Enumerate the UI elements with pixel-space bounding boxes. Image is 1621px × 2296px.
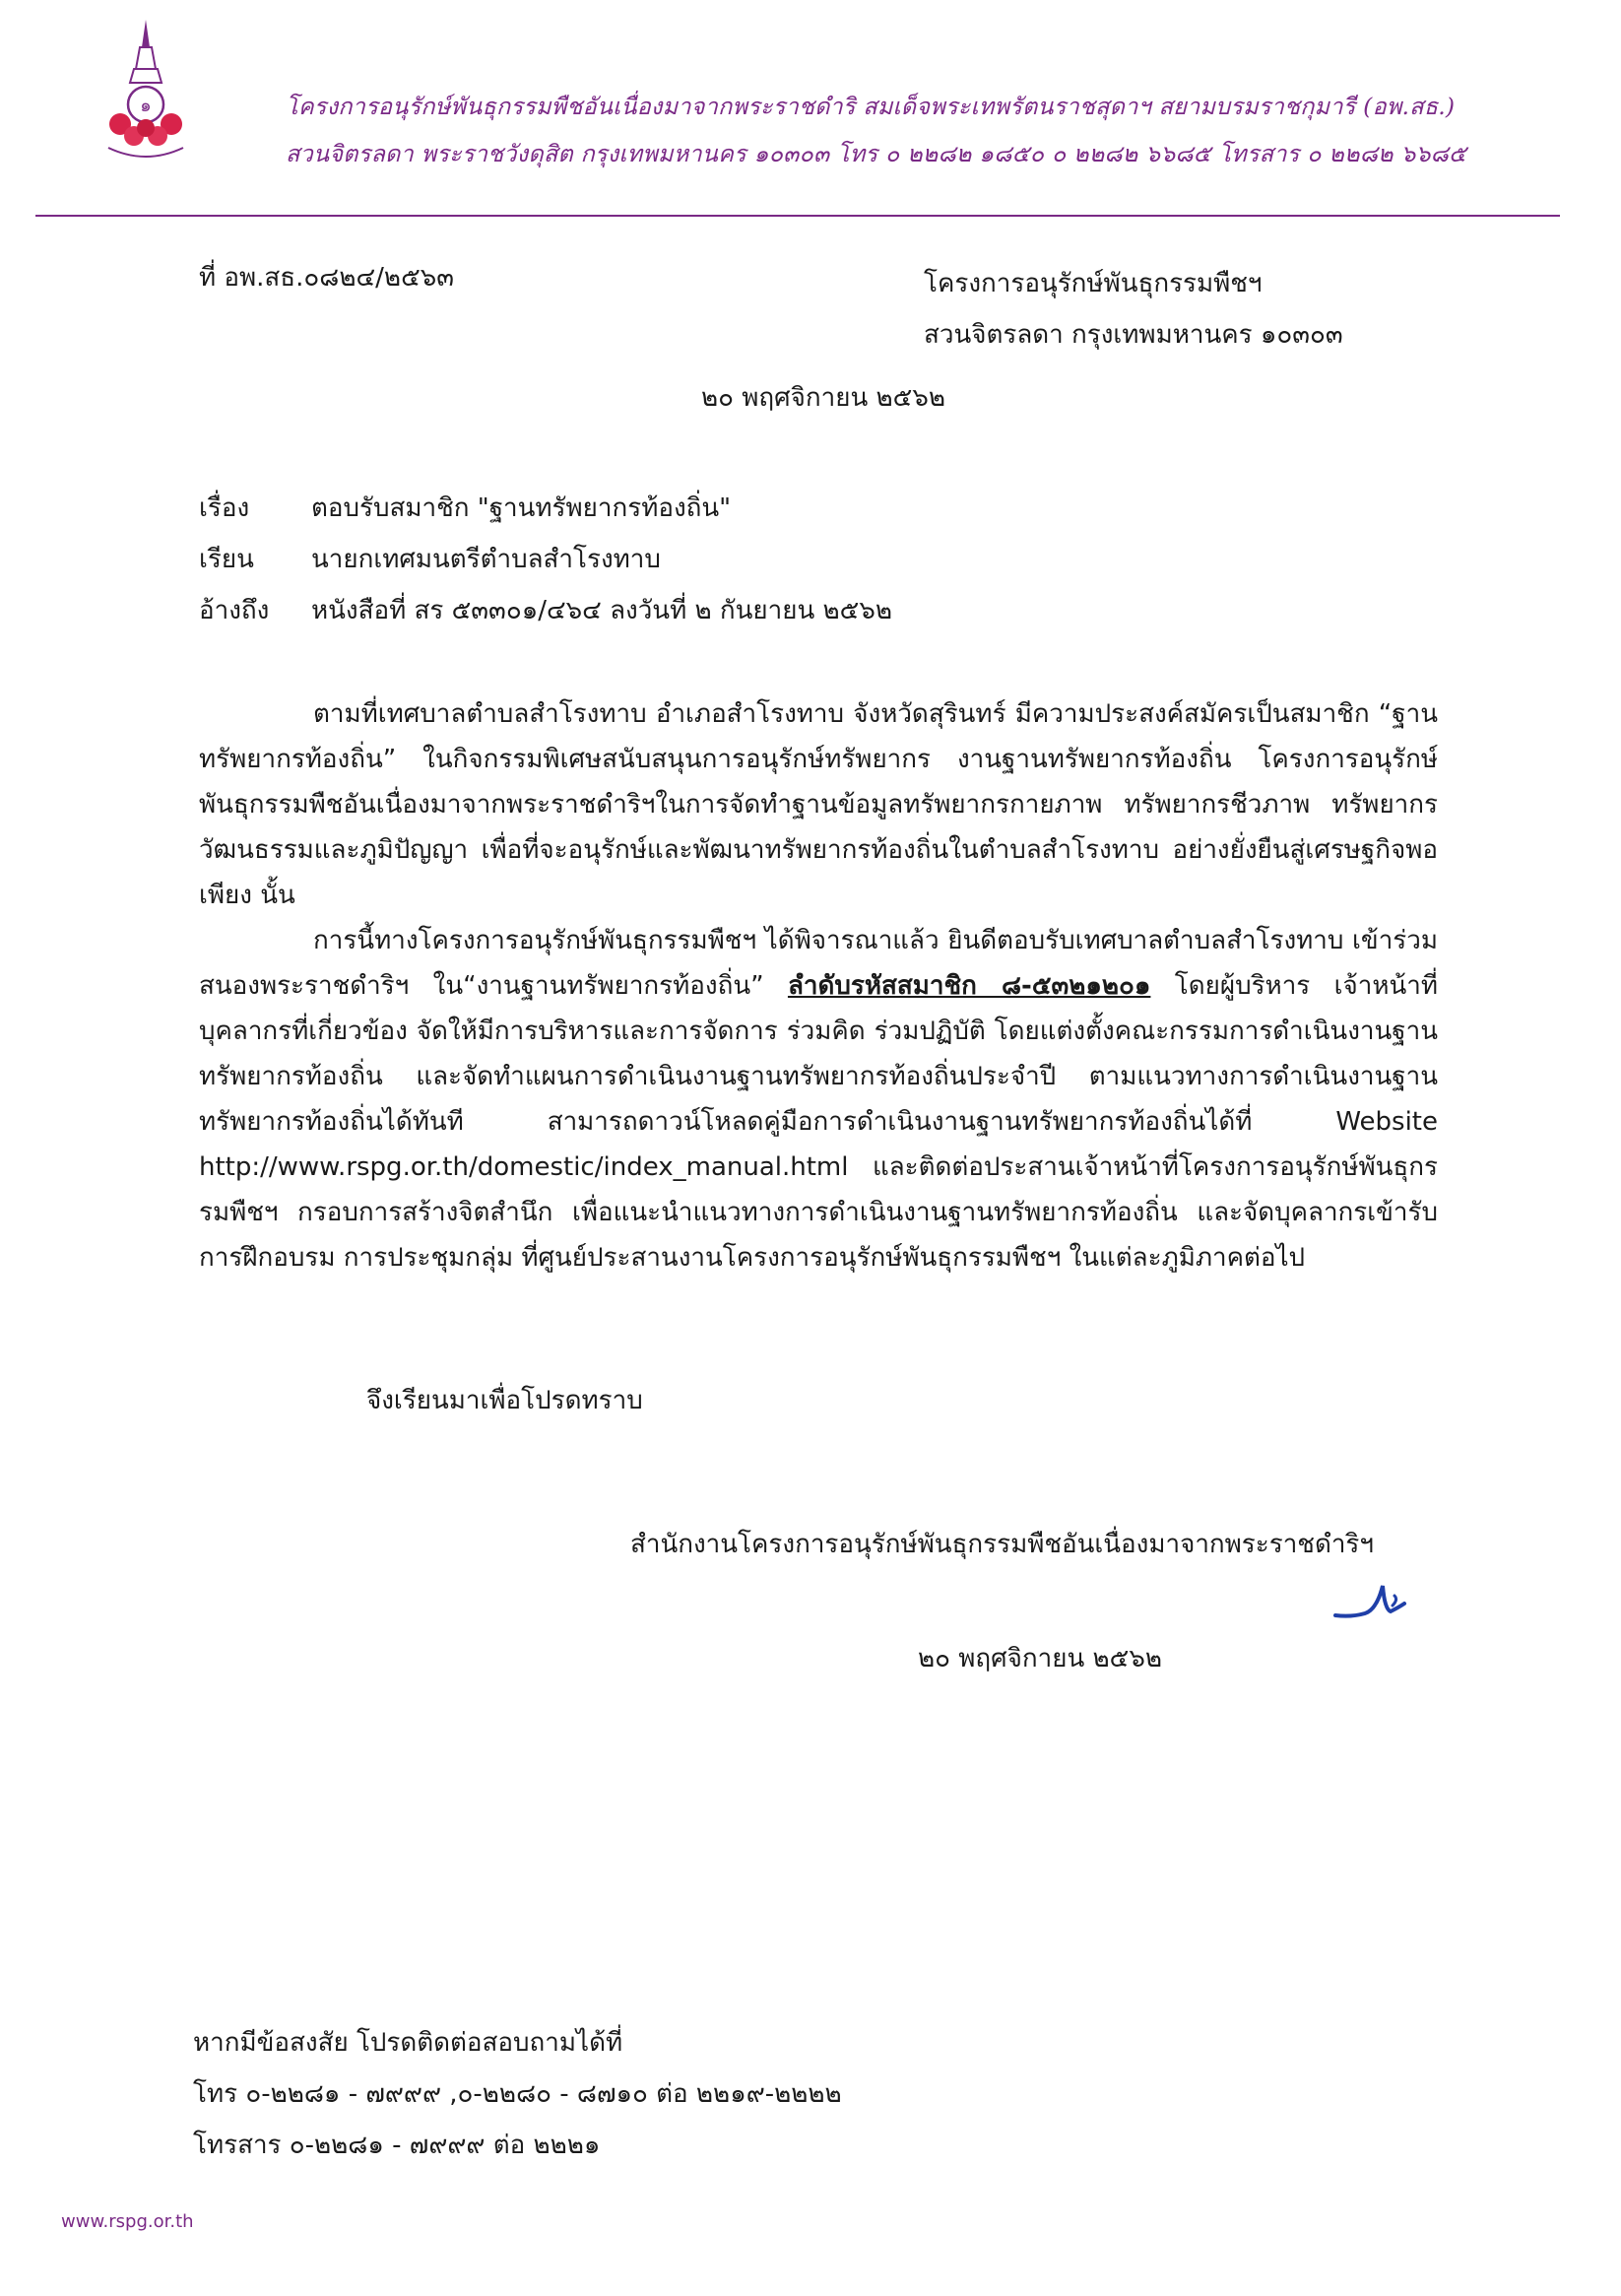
subject-row bbox=[199, 483, 892, 534]
letterhead-line-1: โครงการอนุรักษ์พันธุกรรมพืชอันเนื่องมาจากพระราชดำริ สมเด็จพระเทพรัตนราชสุดาฯ สยามบรมราชกุมารี (อพ.สธ.) bbox=[286, 93, 1456, 120]
reference-value: หนังสือที่ สร ๕๓๓๐๑/๔๖๔ ลงวันที่ ๒ กันยายน ๒๕๖๒ bbox=[311, 596, 892, 625]
subject-block bbox=[199, 483, 892, 636]
letter-date: ๒๐ พฤศจิกายน ๒๕๖๒ bbox=[701, 383, 945, 413]
sender-address bbox=[924, 258, 1343, 361]
royal-emblem-icon bbox=[100, 18, 191, 165]
paragraph-2-after: โดยผู้บริหาร เจ้าหน้าที่ บุคลากรที่เกี่ยวข้อง จัดให้มีการบริหารและการจัดการ ร่วมคิด ร่วมปฏิบัติ โดยแต่งตั้งคณะกรรมการดำเนินงานฐานทรัพยากรท้องถิ่น และจัดทำแผนการดำเนินงานฐานทรัพยากรท้องถิ่นประจำปี ตามแนวทางการดำเนินงานฐานทรัพยากรท้องถิ่นได้ทันที สามารถดาวน์โหลดคู่มือการดำเนินงานฐานทรัพยากรท้องถิ่นได้ที่ Website http://www.rspg.or.th/domestic/index_manual.html และติดต่อประสานเจ้าหน้าที่โครงการอนุรักษ์พันธุกรรมพืชฯ กรอบการสร้างจิตสำนึก เพื่อแนะนำแนวทางการดำเนินงานฐานทรัพยากรท้องถิ่น และจัดบุคลากรเข้ารับการฝึกอบรม การประชุมกลุ่ม ที่ศูนย์ประสานงานโครงการอนุรักษ์พันธุกรรมพืชฯ ในแต่ละภูมิภาคต่อไป bbox=[199, 971, 1438, 1273]
contact-block bbox=[193, 2017, 842, 2171]
letter-body bbox=[199, 691, 1438, 1280]
letterhead-line-2: สวนจิตรลดา พระราชวังดุสิต กรุงเทพมหานคร ๑๐๓๐๓ โทร ๐ ๒๒๘๒ ๑๘๕๐ ๐ ๒๒๘๒ ๖๖๘๕ โทรสาร ๐ ๒๒๘๒ ๖๖๘๕ bbox=[286, 140, 1466, 167]
body-paragraph-1: ตามที่เทศบาลตำบลสำโรงทาบ อำเภอสำโรงทาบ จังหวัดสุรินทร์ มีความประสงค์สมัครเป็นสมาชิก “ฐานทรัพยากรท้องถิ่น” ในกิจกรรมพิเศษสนับสนุนการอนุรักษ์ทรัพยากร งานฐานทรัพยากรท้องถิ่น โครงการอนุรักษ์พันธุกรรมพืชอันเนื่องมาจากพระราชดำริฯในการจัดทำฐานข้อมูลทรัพยากรกายภาพ ทรัพยากรชีวภาพ ทรัพยากรวัฒนธรรมและภูมิปัญญา เพื่อที่จะอนุรักษ์และพัฒนาทรัพยากรท้องถิ่นในตำบลสำโรงทาบ อย่างยั่งยืนสู่เศรษฐกิจพอเพียง นั้น bbox=[199, 699, 1438, 910]
reference-row bbox=[199, 585, 892, 636]
letterhead-divider bbox=[35, 215, 1560, 217]
closing-line: จึงเรียนมาเพื่อโปรดทราบ bbox=[366, 1386, 643, 1415]
member-code: ลำดับรหัสสมาชิก ๘-๕๓๒๑๒๐๑ bbox=[787, 971, 1151, 1001]
paragraph-2-before: การนี้ทางโครงการอนุรักษ์พันธุกรรมพืชฯ ได้พิจารณาแล้ว ยินดีตอบรับเทศบาลตำบลสำโรงทาบ เข้าร่วมสนองพระราชดำริฯ ใน“งานฐานทรัพยากรท้องถิ่น” bbox=[199, 926, 1438, 1001]
contact-phone: โทร ๐-๒๒๘๑ - ๗๙๙๙ ,๐-๒๒๘๐ - ๘๗๑๐ ต่อ ๒๒๑๙-๒๒๒๒ bbox=[193, 2079, 842, 2109]
recipient-label: เรียน bbox=[199, 545, 254, 574]
subject-value: ตอบรับสมาชิก "ฐานทรัพยากรท้องถิ่น" bbox=[311, 493, 732, 523]
svg-text:๑: ๑ bbox=[140, 96, 152, 116]
contact-fax: โทรสาร ๐-๒๒๘๑ - ๗๙๙๙ ต่อ ๒๒๒๑ bbox=[193, 2131, 601, 2160]
subject-label: เรื่อง bbox=[199, 493, 250, 523]
signature-icon bbox=[1331, 1566, 1420, 1625]
reference-number: ที่ อพ.สธ.๐๘๒๔/๒๕๖๓ bbox=[199, 263, 455, 293]
signature-date: ๒๐ พฤศจิกายน ๒๕๖๒ bbox=[918, 1644, 1162, 1673]
sender-line-1: โครงการอนุรักษ์พันธุกรรมพืชฯ bbox=[924, 269, 1263, 298]
recipient-value: นายกเทศมนตรีตำบลสำโรงทาบ bbox=[311, 545, 661, 574]
sender-line-2: สวนจิตรลดา กรุงเทพมหานคร ๑๐๓๐๓ bbox=[924, 320, 1343, 350]
footer-url[interactable]: www.rspg.or.th bbox=[61, 2211, 194, 2232]
body-paragraph-2 bbox=[199, 918, 1438, 1280]
reference-label: อ้างถึง bbox=[199, 596, 270, 625]
contact-intro: หากมีข้อสงสัย โปรดติดต่อสอบถามได้ที่ bbox=[193, 2028, 623, 2058]
issuing-office: สำนักงานโครงการอนุรักษ์พันธุกรรมพืชอันเนื่องมาจากพระราชดำริฯ bbox=[630, 1530, 1374, 1559]
recipient-row bbox=[199, 534, 892, 585]
